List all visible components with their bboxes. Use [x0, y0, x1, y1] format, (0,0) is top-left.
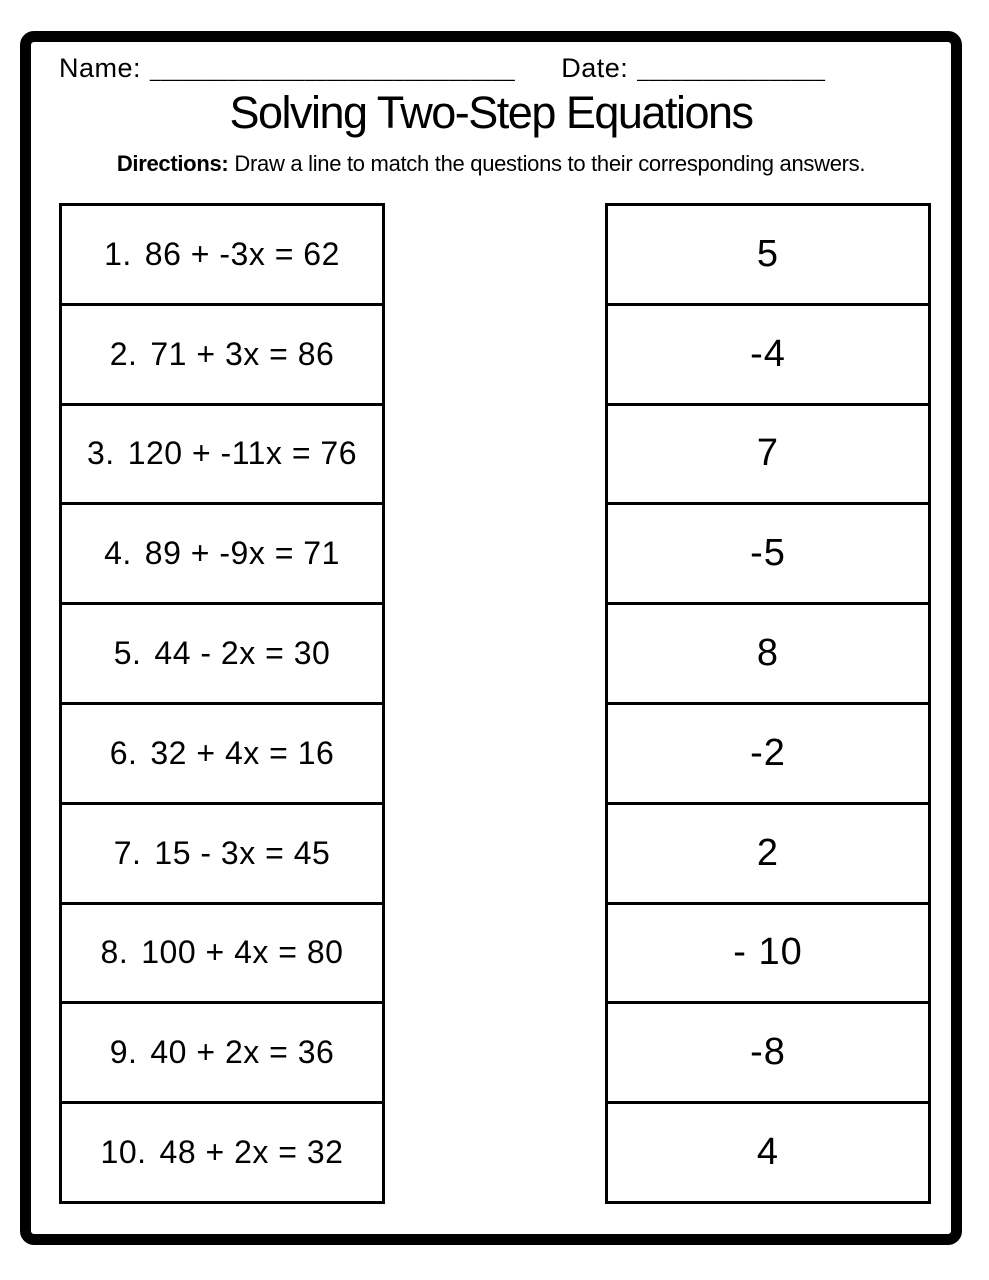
answer-value: -4 — [750, 332, 786, 375]
answer-cell-10 — [608, 1104, 928, 1201]
question-equation: 48 + 2x = 32 — [159, 1134, 344, 1171]
date-label: Date: — [561, 53, 629, 83]
answer-cell-8 — [608, 905, 928, 1005]
answer-value: 8 — [756, 632, 780, 675]
answer-value: - 10 — [733, 931, 803, 974]
question-number: 4. — [104, 535, 132, 572]
question-equation: 89 + -9x = 71 — [144, 535, 340, 572]
question-cell-10 — [62, 1104, 382, 1201]
question-number: 8. — [100, 934, 129, 971]
question-number: 1. — [104, 235, 132, 272]
question-number: 5. — [113, 635, 142, 672]
question-equation: 100 + 4x = 80 — [141, 934, 344, 971]
answer-cell-3 — [608, 406, 928, 506]
questions-table — [59, 203, 385, 1204]
answer-cell-1 — [608, 206, 928, 306]
answer-value: 5 — [756, 232, 780, 275]
question-equation: 44 - 2x = 30 — [154, 635, 331, 672]
page-border-frame — [20, 31, 962, 1245]
question-equation: 15 - 3x = 45 — [154, 834, 331, 871]
answer-cell-5 — [608, 605, 928, 705]
question-equation: 71 + 3x = 86 — [150, 335, 335, 372]
answer-value: -2 — [750, 731, 786, 774]
answers-table — [605, 203, 931, 1204]
question-cell-4 — [62, 505, 382, 605]
answer-cell-7 — [608, 805, 928, 905]
question-cell-5 — [62, 605, 382, 705]
page-title: Solving Two-Step Equations — [229, 87, 753, 138]
question-cell-9 — [62, 1004, 382, 1104]
question-cell-2 — [62, 306, 382, 406]
directions-text: Draw a line to match the questions to their corresponding answers. — [234, 151, 866, 176]
question-equation: 32 + 4x = 16 — [150, 734, 335, 771]
question-number: 10. — [100, 1134, 147, 1171]
question-cell-8 — [62, 905, 382, 1005]
name-date-row — [59, 55, 825, 82]
question-number: 2. — [109, 335, 138, 372]
name-label: Name: — [59, 53, 142, 83]
date-blank-line: _________________ — [637, 61, 826, 82]
question-cell-1 — [62, 206, 382, 306]
answer-value: 7 — [756, 432, 780, 475]
question-number: 6. — [109, 734, 138, 771]
name-blank-line: _________________________________ — [150, 61, 516, 82]
question-equation: 120 + -11x = 76 — [127, 435, 357, 472]
answer-value: 2 — [756, 831, 780, 874]
question-number: 7. — [113, 834, 142, 871]
question-equation: 40 + 2x = 36 — [150, 1034, 335, 1071]
answer-value: -5 — [750, 532, 786, 575]
directions — [31, 151, 951, 177]
answer-cell-6 — [608, 705, 928, 805]
question-cell-7 — [62, 805, 382, 905]
answer-cell-2 — [608, 306, 928, 406]
answer-value: -8 — [750, 1031, 786, 1074]
question-equation: 86 + -3x = 62 — [144, 235, 340, 272]
question-cell-6 — [62, 705, 382, 805]
answer-cell-9 — [608, 1004, 928, 1104]
directions-label: Directions: — [116, 151, 229, 176]
question-number: 3. — [87, 435, 115, 472]
answer-cell-4 — [608, 505, 928, 605]
answer-value: 4 — [756, 1131, 780, 1174]
question-number: 9. — [109, 1034, 138, 1071]
question-cell-3 — [62, 406, 382, 506]
